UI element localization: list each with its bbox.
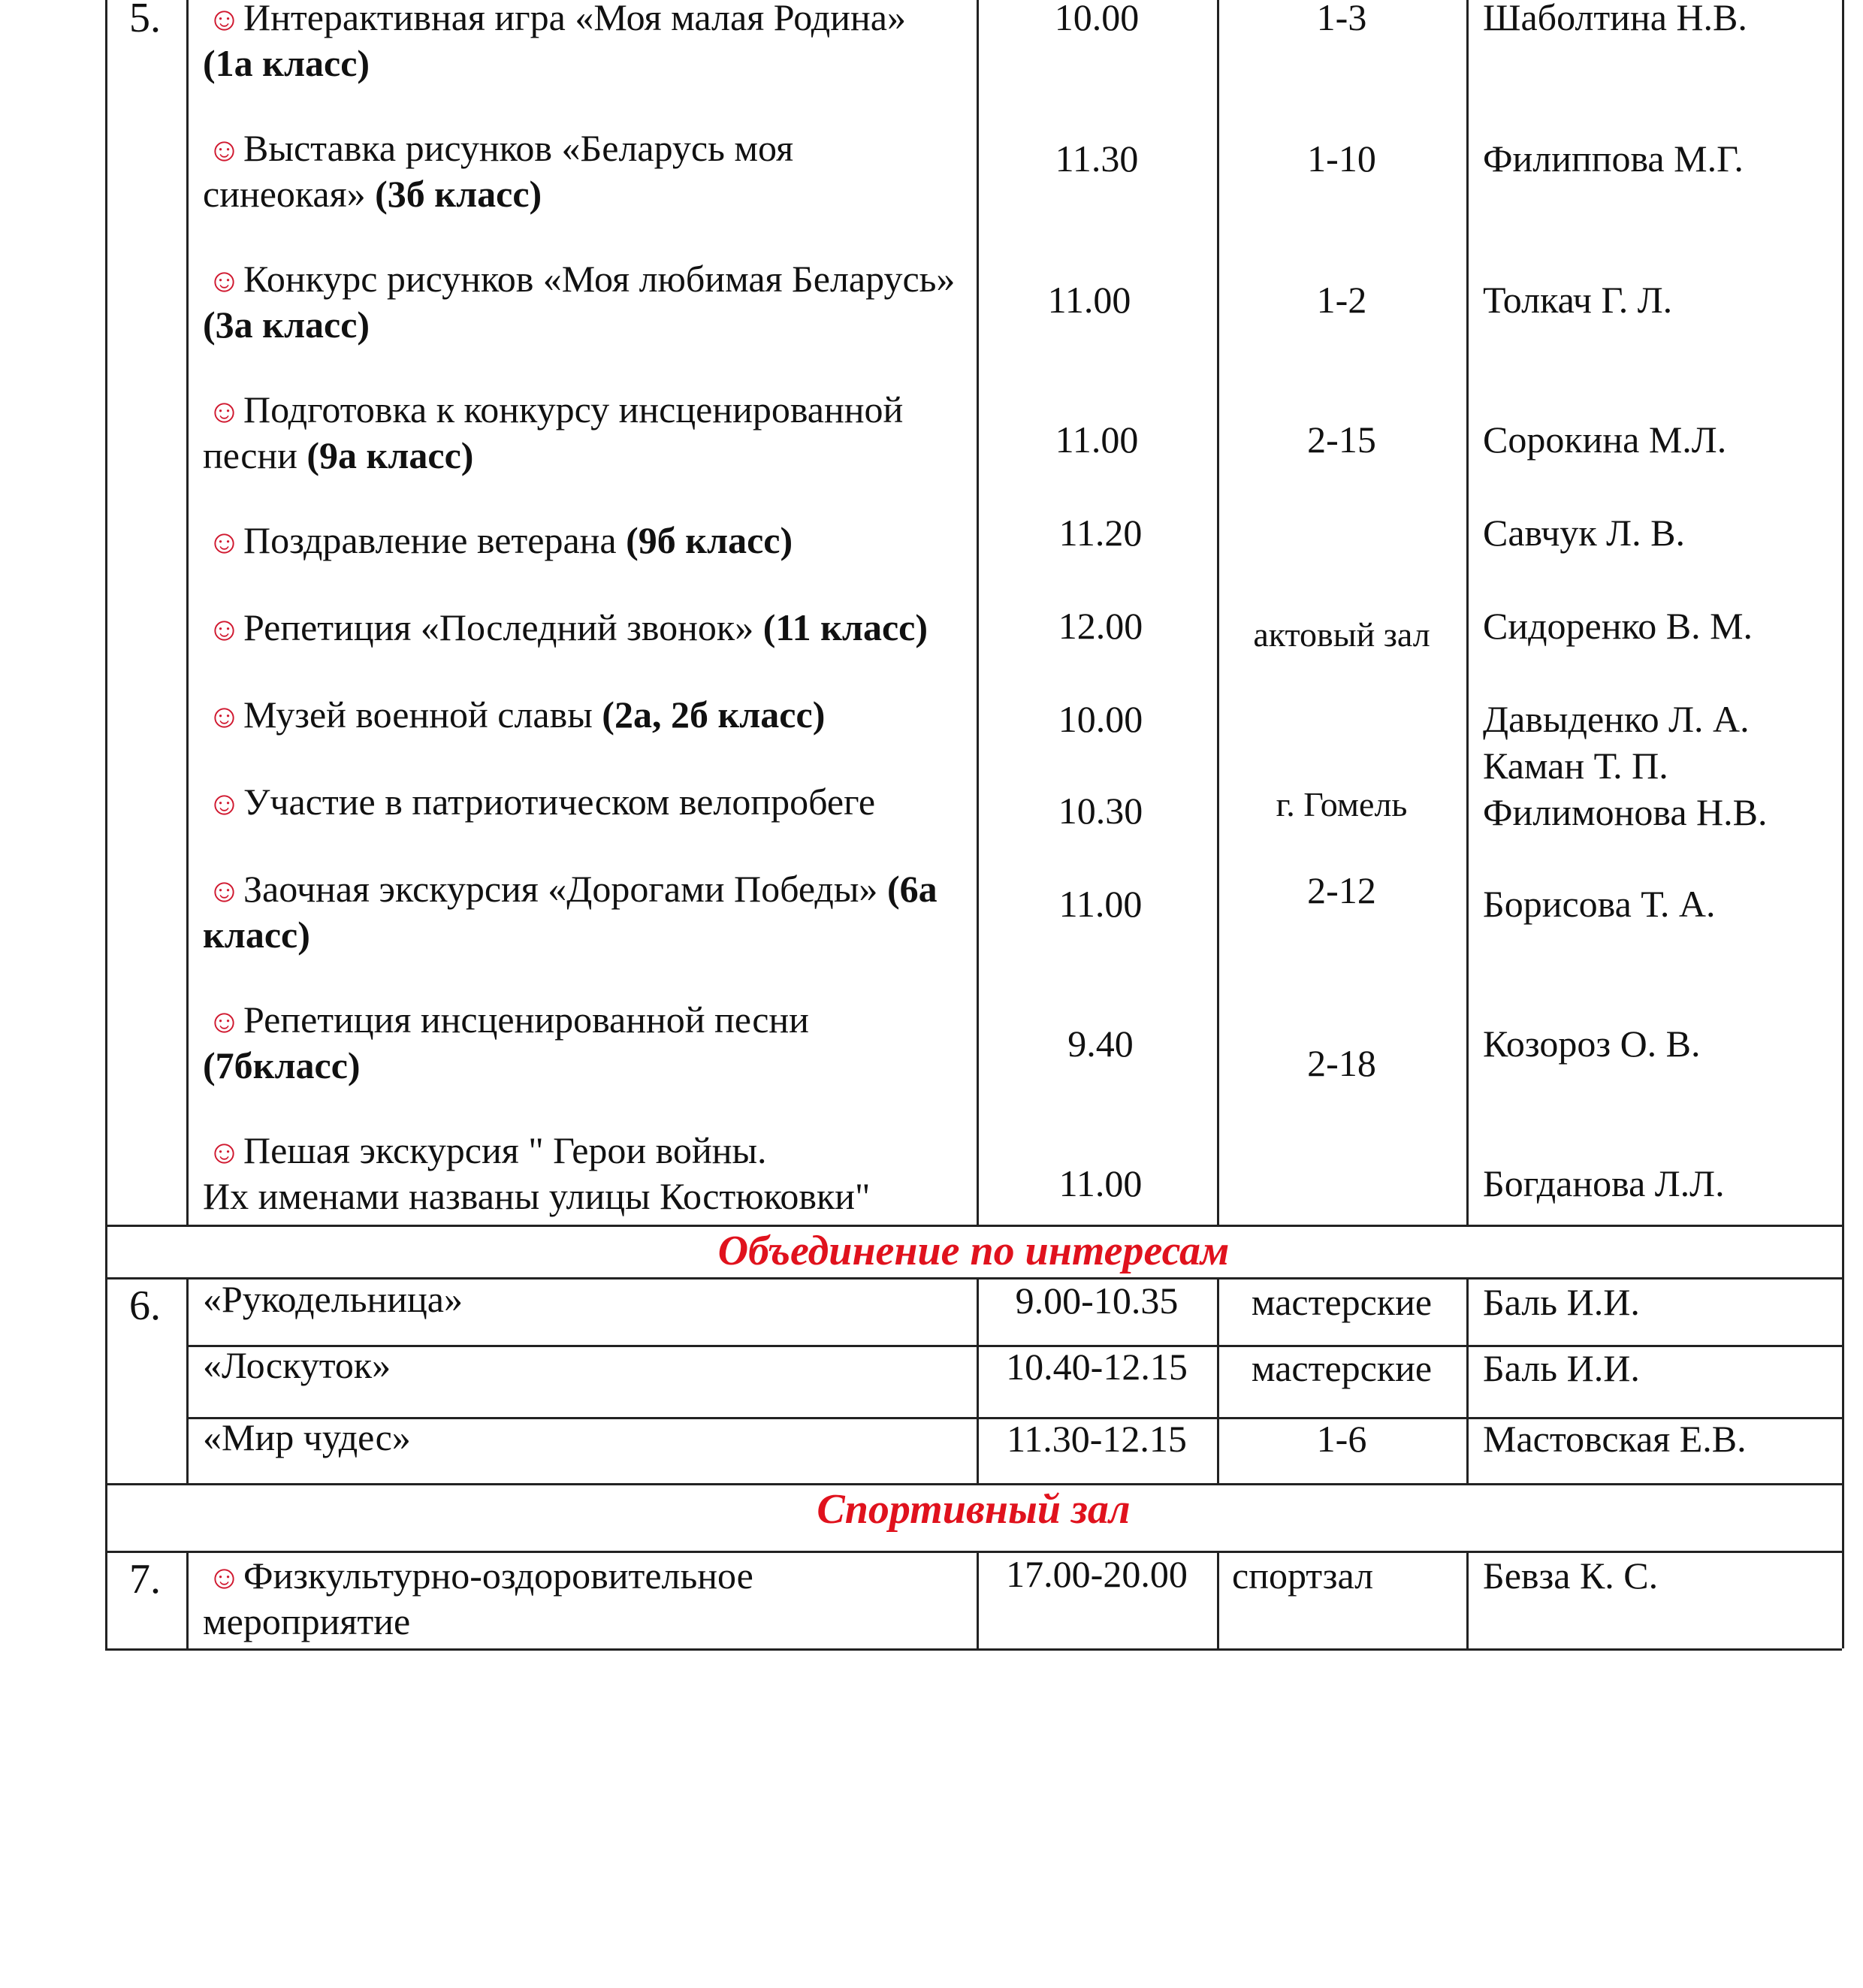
event-place: 2-12 (1307, 869, 1376, 911)
event-person: Богданова Л.Л. (1483, 1162, 1725, 1204)
event-time: 9.40 (1067, 1023, 1134, 1065)
club-time: 9.00-10.35 (1015, 1280, 1179, 1322)
row-number: 5. (129, 0, 161, 41)
row-number: 7. (129, 1556, 161, 1603)
event-place: г. Гомель (1276, 785, 1408, 823)
smiley-icon: ☺ (207, 698, 241, 735)
smiley-icon: ☺ (207, 393, 241, 430)
smiley-icon: ☺ (207, 785, 241, 822)
event-person: Козороз О. В. (1483, 1023, 1701, 1065)
list-item: ☺Интерактивная игра «Моя малая Родина» (1а класс) (203, 0, 962, 85)
event-person: Толкач Г. Л. (1483, 279, 1673, 321)
col-divider (1466, 1551, 1469, 1648)
event-time: 10.00 (1058, 698, 1143, 740)
event-time: 10.30 (1058, 790, 1143, 832)
event-time: 17.00-20.00 (1006, 1553, 1188, 1595)
event-place: 1-10 (1307, 137, 1376, 180)
col-divider (186, 1551, 189, 1648)
club-name: «Лоскуток» (203, 1344, 391, 1386)
section-heading: Объединение по интересам (717, 1228, 1230, 1274)
smiley-icon: ☺ (207, 872, 241, 909)
event-person: Филимонова Н.В. (1483, 791, 1768, 833)
smiley-icon: ☺ (207, 1134, 241, 1171)
event-time: 11.00 (1047, 279, 1131, 321)
event-place: актовый зал (1253, 615, 1430, 654)
col-divider (186, 1277, 189, 1483)
club-time: 11.30-12.15 (1007, 1418, 1187, 1460)
event-time: 11.30 (1055, 137, 1139, 180)
col-divider (1466, 0, 1469, 1225)
section-heading: Спортивный зал (817, 1486, 1131, 1533)
event-time: 11.20 (1058, 512, 1143, 554)
smiley-icon: ☺ (207, 524, 241, 560)
table-border-right (1842, 0, 1844, 1648)
club-place: мастерские (1251, 1347, 1433, 1389)
event-person: Шаболтина Н.В. (1483, 0, 1747, 38)
list-item: ☺Поздравление ветерана (9б класс) (203, 518, 962, 564)
event-time: 12.00 (1058, 605, 1143, 647)
event-place: 1-2 (1316, 279, 1367, 321)
event-place: 1-3 (1316, 0, 1367, 38)
list-item: ☺Выставка рисунков «Беларусь моя синеокая» (3б класс) (203, 127, 794, 215)
event-person: Бевза К. С. (1483, 1554, 1659, 1597)
event-place: 2-15 (1307, 418, 1376, 461)
club-person: Баль И.И. (1483, 1347, 1640, 1389)
event-person: Сидоренко В. М. (1483, 605, 1753, 647)
row-divider (105, 1648, 1842, 1651)
club-name: «Рукодельница» (203, 1278, 463, 1320)
club-person: Мастовская Е.В. (1483, 1418, 1747, 1460)
list-item: ☺Пешая экскурсия " Герои войны. Их именами названы улицы Костюковки" (203, 1129, 871, 1217)
col-divider (186, 0, 189, 1225)
row-number: 6. (129, 1283, 161, 1329)
row-divider (105, 1483, 1842, 1485)
event-time: 11.00 (1058, 1162, 1143, 1204)
event-place: 2-18 (1307, 1042, 1376, 1084)
row-divider (105, 1225, 1842, 1227)
event-person: Сорокина М.Л. (1483, 418, 1727, 461)
smiley-icon: ☺ (207, 1, 241, 38)
event-time: 11.00 (1055, 418, 1139, 461)
club-time: 10.40-12.15 (1006, 1346, 1188, 1388)
club-name: «Мир чудес» (203, 1416, 411, 1458)
club-place: мастерские (1251, 1281, 1433, 1323)
smiley-icon: ☺ (207, 1559, 241, 1596)
list-item: ☺Репетиция инсценированной песни (7бкласс) (203, 999, 809, 1086)
smiley-icon: ☺ (207, 262, 241, 299)
event-person: Борисова Т. А. (1483, 883, 1716, 925)
event-place: спортзал (1232, 1554, 1374, 1597)
event-time: 11.00 (1058, 883, 1143, 925)
list-item: ☺Физкультурно-оздоровительное мероприятие (203, 1554, 753, 1642)
table-border-left (105, 0, 107, 1648)
club-place: 1-6 (1316, 1418, 1367, 1460)
list-item: ☺Музей военной славы (2а, 2б класс) (203, 693, 962, 739)
event-person: Каман Т. П. (1483, 745, 1668, 787)
event-time: 10.00 (1054, 0, 1140, 38)
row-divider (105, 1551, 1842, 1553)
smiley-icon: ☺ (207, 611, 241, 648)
event-person: Давыденко Л. А. (1483, 698, 1750, 740)
list-item: ☺Конкурс рисунков «Моя любимая Беларусь» (3а класс) (203, 258, 956, 346)
list-item: ☺Участие в патриотическом велопробеге (203, 780, 962, 826)
col-divider (977, 0, 979, 1225)
list-item: ☺Подготовка к конкурсу инсценированной песни (9а класс) (203, 388, 904, 476)
col-divider (1217, 1551, 1219, 1648)
club-person: Баль И.И. (1483, 1281, 1640, 1323)
smiley-icon: ☺ (207, 1003, 241, 1040)
event-person: Савчук Л. В. (1483, 512, 1685, 554)
event-person: Филиппова М.Г. (1483, 137, 1744, 180)
list-item: ☺Репетиция «Последний звонок» (11 класс) (203, 606, 962, 651)
smiley-icon: ☺ (207, 131, 241, 168)
col-divider (1466, 1277, 1469, 1483)
list-item: ☺Заочная экскурсия «Дорогами Победы» (6а класс) (203, 868, 938, 956)
